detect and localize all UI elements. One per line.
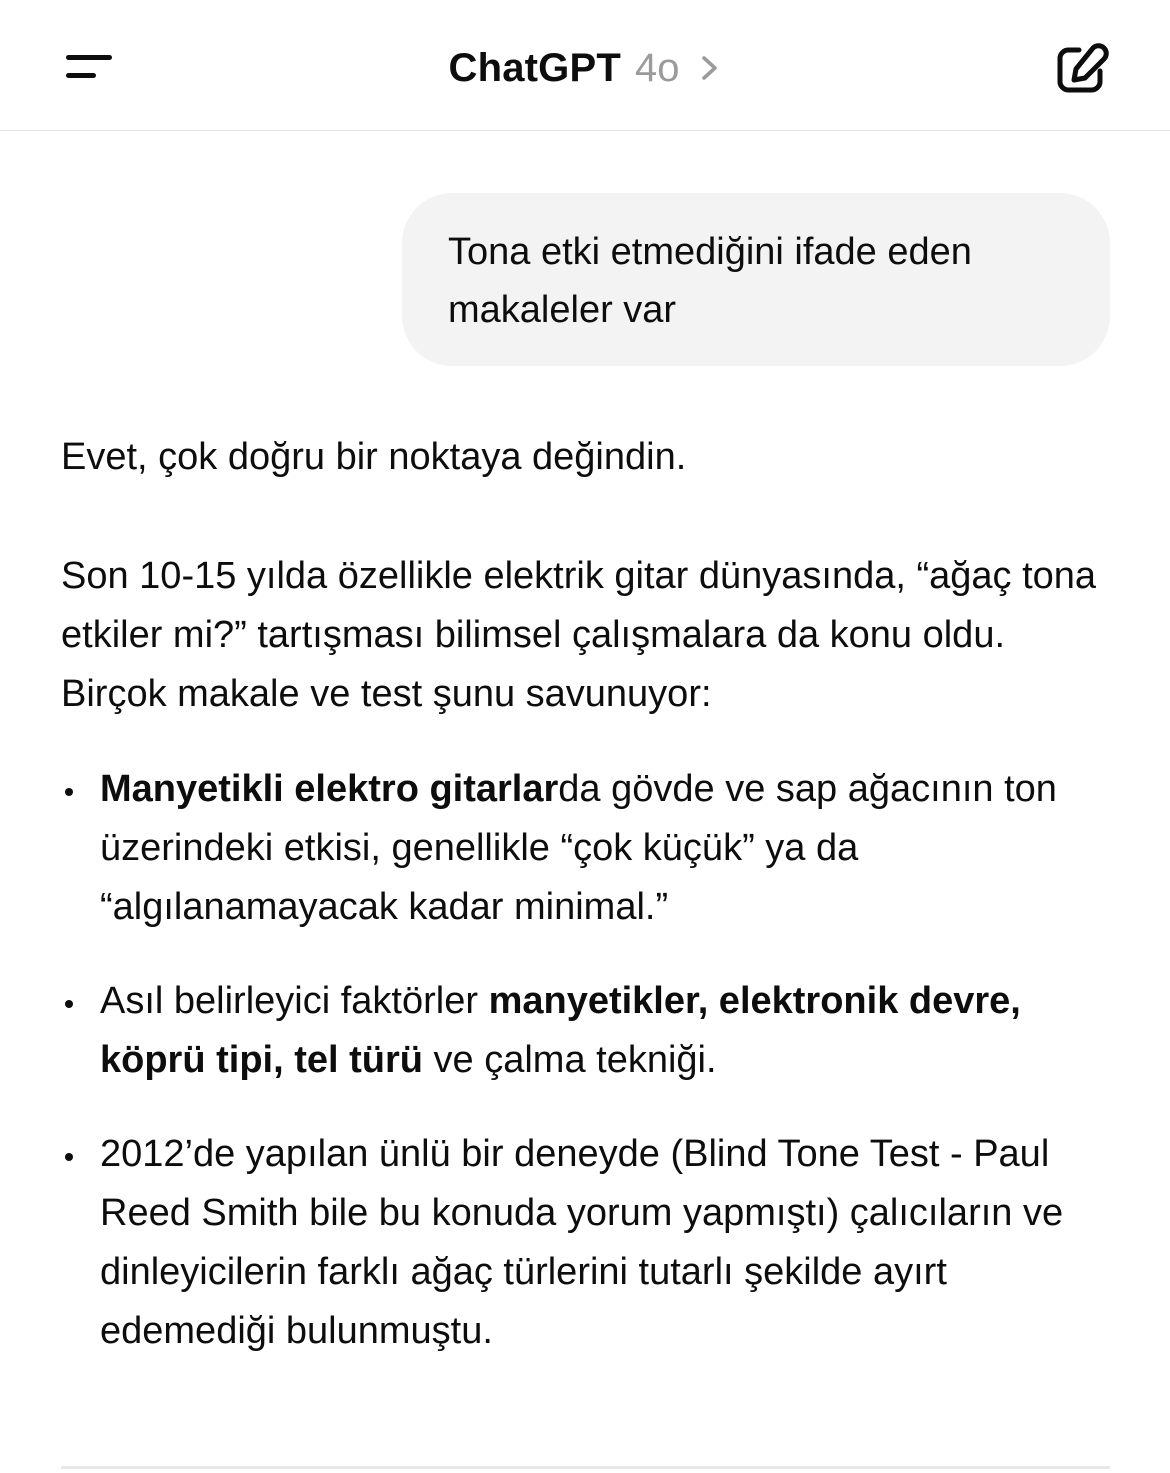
bullet-item [61,1125,1121,1361]
model-selector-button[interactable] [448,46,721,91]
bullet-text: 2012’de yapılan ünlü bir deneyde (Blind Tone Test - Paul Reed Smith bile bu konuda yorum yapmıştı) çalıcıların ve dinleyicilerin farklı ağaç türlerini tutarlı şekilde ayırt edemediği bulunmuştu. [100,1133,1064,1352]
edit-icon[interactable] [1052,40,1110,98]
user-message-bubble [402,193,1110,366]
bullet-text: ve çalma tekniği. [422,1039,717,1081]
top-bar [0,0,1170,131]
bullet-list [61,760,1121,1361]
bullet-text: da gövde ve sap ağacının ton üzerindeki etkisi, genellikle “çok küçük” ya da “algılanamayacak kadar minimal.” [100,768,1057,928]
bullet-item [61,972,1121,1090]
assistant-paragraph: Evet, çok doğru bir noktaya değindin. [61,436,687,478]
bold-text: manyetikler, elektronik devre, köprü tipi, tel türü [100,980,1021,1081]
assistant-paragraph: Son 10-15 yılda özellikle elektrik gitar dünyasında, “ağaç tona etkiler mi?” tartışması bilimsel çalışmalara da konu oldu. Birçok makale ve test şunu savunuyor: [61,555,1097,715]
model-name: 4o [635,45,680,90]
bullet-item [61,760,1121,937]
user-message-text: Tona etki etmediğini ifade eden makaleler var [448,231,972,331]
chevron-right-icon [698,52,722,84]
divider [61,1466,1110,1469]
app-title: ChatGPT [448,45,621,90]
bold-text: Manyetikli elektro gitarlar [100,768,559,810]
title-area [0,40,1170,96]
assistant-message [61,428,1121,1396]
bullet-text: Asıl belirleyici faktörler [100,980,489,1022]
